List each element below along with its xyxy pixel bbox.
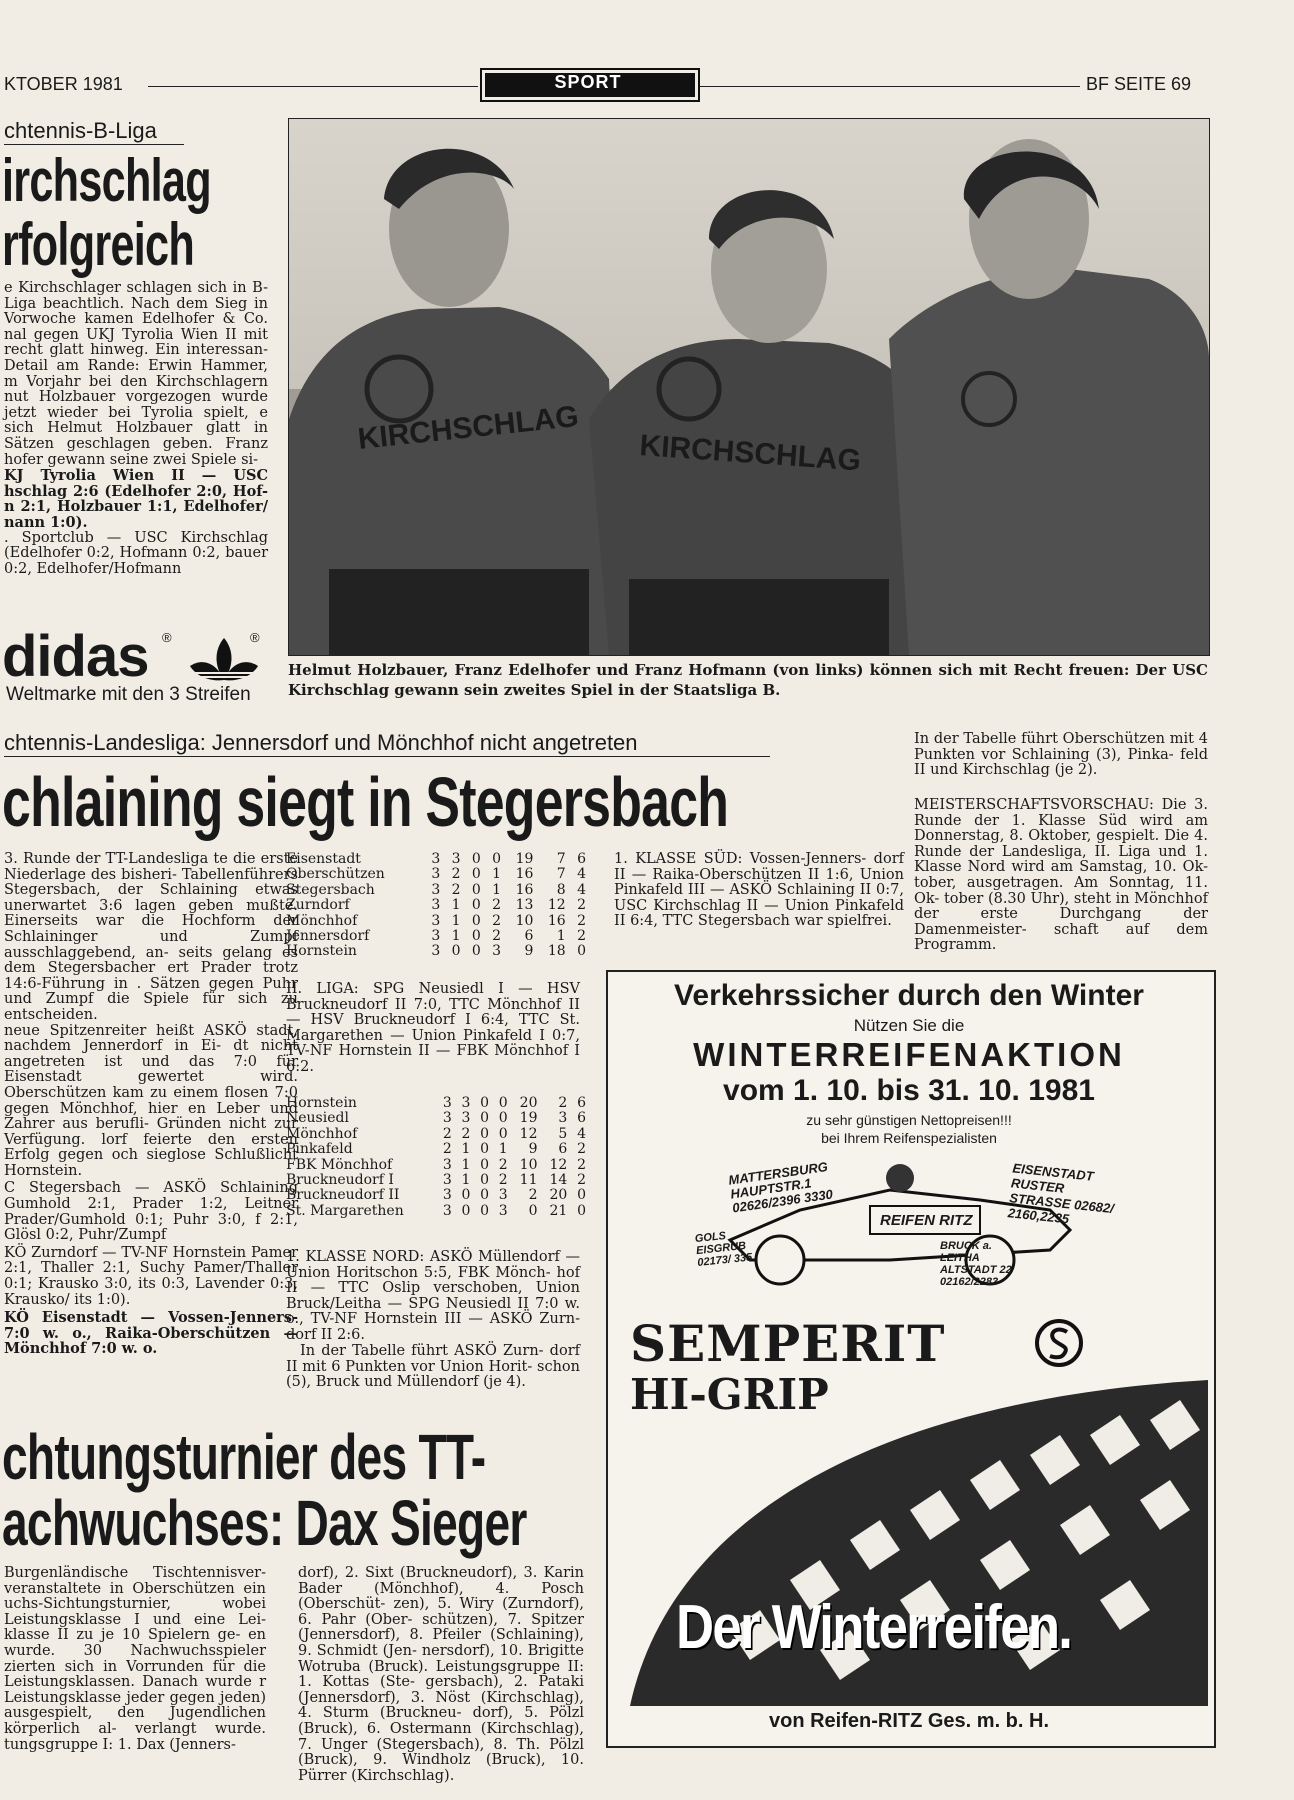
standings-row xyxy=(286,1158,586,1173)
standings-value: 3 xyxy=(498,1202,508,1219)
standings-value: 2 xyxy=(492,912,502,929)
standings-value: 1 xyxy=(461,1172,471,1189)
standings-value: 0 xyxy=(471,881,481,898)
standings-value: 1 xyxy=(556,928,566,945)
standings-value: 2 xyxy=(451,881,461,898)
standings-row xyxy=(286,1188,586,1203)
standings-value: 1 xyxy=(451,912,461,929)
standings-value: 3 xyxy=(498,1187,508,1204)
article2-result: C Stegersbach — ASKÖ Schlaining Gumhold 2:1, Prader 1:2, Leitner Prader/Gumhold 0:1; Puhr 3:0, f 2:1, Glösl 0:2, Puhr/Zumpf xyxy=(4,1180,298,1244)
standings-value: 4 xyxy=(577,866,586,883)
standings-row xyxy=(286,898,586,913)
section-label: SPORT xyxy=(554,72,622,92)
standings-value: 2 xyxy=(451,866,461,883)
standings-value: 3 xyxy=(442,1172,452,1189)
adidas-reg-2: ® xyxy=(250,630,260,645)
standings-value: 3 xyxy=(431,943,441,960)
standings-value: 10 xyxy=(519,1156,538,1173)
standings-value: 2 xyxy=(492,928,502,945)
standings-value: 0 xyxy=(461,1202,471,1219)
standings-value: 6 xyxy=(577,1110,586,1127)
team-name: Stegersbach xyxy=(286,881,375,898)
ad-footer: von Reifen-RITZ Ges. m. b. H. xyxy=(768,1710,1050,1732)
standings-value: 4 xyxy=(577,1125,586,1142)
standings-row xyxy=(286,944,586,959)
standings-value: 0 xyxy=(471,928,481,945)
article1-headline-2: rfolgreich xyxy=(2,211,195,278)
standings-value: 3 xyxy=(431,881,441,898)
standings-value: 3 xyxy=(431,912,441,929)
team-name: Neusiedl xyxy=(286,1110,349,1127)
standings-value: 0 xyxy=(471,851,481,867)
article1-body xyxy=(4,281,268,577)
standings-value: 1 xyxy=(451,897,461,914)
team-name: Eisenstadt xyxy=(286,851,361,867)
sued-text: 1. KLASSE SÜD: Vossen-Jenners- dorf II — Raika-Oberschützen II 1:6, Union Pinkafeld III — ASKÖ Schlaining II 0:7, USC Kirchschlag II — Union Pinkafeld II 6:4, TTC Stegersbach war spielfrei. xyxy=(614,851,904,930)
standings-value: 16 xyxy=(515,881,534,898)
standings-row xyxy=(286,914,586,929)
standings-value: 3 xyxy=(442,1187,452,1204)
preview-text: MEISTERSCHAFTSVORSCHAU: Die 3. Runde der 1. Klasse Süd wird am Donnerstag, 8. Oktober, gespielt. Die 4. Runde der Landesliga, II. Liga und 1. Klasse Nord wird am Samstag, 10. Ok- tober, ausgetragen. Am Sonntag, 11. Ok- tober (8.30 Uhr), steht in Mönchhof der erste Durchgang der Damenmeister- schaft auf dem Programm. xyxy=(914,797,1208,954)
team-name: St. Margarethen xyxy=(286,1202,404,1219)
shop-bruck: BRUCK a. LEITHA ALTSTADT 22 02162/2283 xyxy=(940,1240,1012,1288)
photo-caption: Helmut Holzbauer, Franz Edelhofer und Franz Hofmann (von links) können sich mit Recht freuen: Der USC Kirchschlag gewann sein zweites Spiel in der Staatsliga B. xyxy=(288,661,1208,699)
standings-value: 3 xyxy=(431,897,441,914)
standings-value: 0 xyxy=(498,1125,508,1142)
header-rule-right xyxy=(700,86,1080,87)
standings-value: 3 xyxy=(461,1095,471,1111)
standings-value: 16 xyxy=(515,866,534,883)
standings-row xyxy=(286,852,586,867)
standings-value: 6 xyxy=(577,1095,586,1111)
standings-value: 0 xyxy=(471,897,481,914)
standings-value: 16 xyxy=(547,912,566,929)
shirt-text: KIRCHSCHLAG xyxy=(356,399,581,456)
header-date: KTOBER 1981 xyxy=(4,74,123,94)
article2-col1 xyxy=(4,852,298,1357)
standings-value: 2 xyxy=(528,1187,538,1204)
team-name: Zurndorf xyxy=(286,897,350,914)
team-photo-image xyxy=(289,119,1209,655)
ad-line3: WINTERREIFENAKTION xyxy=(693,1036,1125,1073)
standings-row xyxy=(286,1127,586,1142)
standings-row xyxy=(286,883,586,898)
standings-value: 0 xyxy=(461,1187,471,1204)
standings-value: 14 xyxy=(549,1172,568,1189)
standings-value: 6 xyxy=(577,851,586,867)
standings-value: 3 xyxy=(558,1110,568,1127)
article1-result: . Sportclub — USC Kirchschlag (Edelhofer 0:2, Hofmann 0:2, bauer 0:2, Edelhofer/Hofmann xyxy=(4,529,268,577)
standings-value: 3 xyxy=(442,1156,452,1173)
standings-value: 0 xyxy=(577,1202,586,1219)
standings-value: 6 xyxy=(558,1141,568,1158)
ad-line2: Nützen Sie die xyxy=(853,1016,965,1035)
team-name: FBK Mönchhof xyxy=(286,1156,393,1173)
article2-kicker: chtennis-Landesliga: Jennersdorf und Mönchhof nicht angetreten xyxy=(4,730,638,755)
header-rule-left xyxy=(148,86,478,87)
article2-kicker-rule xyxy=(4,756,770,757)
standings-value: 2 xyxy=(442,1125,452,1142)
standings-value: 0 xyxy=(471,912,481,929)
standings-value: 3 xyxy=(442,1110,452,1127)
article3-col2: dorf), 2. Sixt (Bruckneudorf), 3. Karin Bader (Mönchhof), 4. Posch (Oberschüt- zen), 5. Wiry (Zurndorf), 6. Pahr (Ober- schützen), 7. Spitzer (Jennersdorf), 8. Pfeiler (Schlaining), 9. Schmidt (Jen- nersdorf), 10. Brigitte Wotruba (Bruck). Leistungsgruppe II: 1. Kottas (Ste- gersbach), 2. Pataki (Jennersdorf), 3. Nöst (Kirchschlag), 4. Sturm (Bruckneu- dorf), 5. Pölzl (Bruck), 6. Ostermann (Kirchschlag), 7. Unger (Stegersbach), 8. Th. Pölzl (Bruck), 9. Windholz (Bruck), 10. Pürrer (Kirchschlag). xyxy=(298,1565,584,1784)
article3-col1: Burgenländische Tischtennisver- veranstaltete in Oberschützen ein uchs-Sichtungsturnier, wobei Leistungsklasse I und eine Lei- klasse II zu je 10 Spielern ge- en wurde. 30 Nachwuchsspieler zierten sich in Vorrunden für die Leistungsklassen. Danach wurde r Leistungsklasse jeder gegen jeden) ausgespielt, den Jugendlichen körperlich al- verlangt wurde. tungsgruppe I: 1. Dax (Jenners- xyxy=(4,1565,266,1753)
standings-value: 19 xyxy=(515,851,534,867)
nord-text: 1. KLASSE NORD: ASKÖ Müllendorf — Union Horitschon 5:5, FBK Mönch- hof II — TTC Oslip verschoben, Union Bruck/Leitha — SPG Neusiedl II 7:0 w. o., TV-NF Hornstein III — ASKÖ Zurn- dorf II 2:6. xyxy=(286,1249,580,1343)
standings-value: 2 xyxy=(558,1095,568,1111)
standings-value: 0 xyxy=(480,1141,490,1158)
article2-result: KÖ Eisenstadt — Vossen-Jenners- 7:0 w. o., Raika-Oberschützen — Mönchhof 7:0 w. o. xyxy=(4,1309,298,1358)
team-name: Bruckneudorf II xyxy=(286,1187,400,1204)
team-name: Mönchhof xyxy=(286,1125,358,1142)
standings-value: 0 xyxy=(480,1125,490,1142)
standings-value: 2 xyxy=(577,912,586,929)
standings-value: 20 xyxy=(549,1187,568,1204)
semperit-product: HI-GRIP xyxy=(630,1370,829,1419)
standings-value: 0 xyxy=(480,1110,490,1127)
standings-value: 11 xyxy=(519,1172,538,1189)
standings-value: 10 xyxy=(515,912,534,929)
team-name: Oberschützen xyxy=(286,866,385,883)
standings-value: 3 xyxy=(492,943,502,960)
page-number: BF SEITE 69 xyxy=(1086,74,1192,94)
standings-value: 3 xyxy=(431,851,441,867)
team-name: Mönchhof xyxy=(286,912,358,929)
standings-value: 0 xyxy=(577,1187,586,1204)
adidas-logo: didas xyxy=(2,624,149,689)
standings-row xyxy=(286,929,586,944)
standings-row xyxy=(286,1142,586,1157)
standings-value: 2 xyxy=(442,1141,452,1158)
standings-value: 0 xyxy=(480,1172,490,1189)
standings-value: 0 xyxy=(498,1110,508,1127)
article2-paragraph: neue Spitzenreiter heißt ASKÖ stadt, nachdem Jennerdorf in Ei- dt nicht angetreten ist und das 7:0 für Eisenstadt gewertet wird. Oberschützen kam zu einem flosen 7:0 gegen Mönchhof, hier en Leber und Zahrer aus berufli- Gründen nicht zur Verfügung. lorf feierte den ersten Erfolg gegen och sieglose Schlußlicht Hornstein. xyxy=(4,1022,298,1179)
standings-value: 7 xyxy=(556,866,566,883)
semperit-brand: SEMPERIT xyxy=(630,1314,946,1373)
standings-value: 19 xyxy=(519,1110,538,1127)
car-label: REIFEN RITZ xyxy=(880,1212,973,1229)
standings-value: 0 xyxy=(480,1156,490,1173)
standings-value: 1 xyxy=(461,1141,471,1158)
standings-value: 0 xyxy=(498,1095,508,1111)
standings-value: 0 xyxy=(528,1202,538,1219)
article1-paragraph: e Kirchschlager schlagen sich in B-Liga beachtlich. Nach dem Sieg in Vorwoche kamen Edelhofer & Co. nal gegen UKJ Tyrolia Wien II mit recht glatt hinweg. Ein interessan- Detail am Rande: Erwin Hammer, m Vorjahr bei den Kirchschlagern nut Holzbauer vorgezogen wurde jetzt wieder bei Tyrolia spielt, e sich Helmut Holzbauer glatt in Sätzen geschlagen geben. Franz hofer gewann seine zwei Spiele si- xyxy=(4,280,268,468)
team-name: Hornstein xyxy=(286,943,357,960)
standings-row xyxy=(286,867,586,882)
standings-value: 2 xyxy=(577,897,586,914)
ad-line5: zu sehr günstigen Nettopreisen!!! xyxy=(806,1112,1012,1128)
standings-value: 13 xyxy=(515,897,534,914)
nord-text-2: In der Tabelle führt ASKÖ Zurn- dorf II mit 6 Punkten vor Union Horit- schon (5), Bruck und Müllendorf (je 4). xyxy=(286,1343,580,1391)
standings-value: 0 xyxy=(480,1187,490,1204)
standings-row xyxy=(286,1204,586,1219)
article2-paragraph: 3. Runde der TT-Landesliga te die erste Niederlage des bisheri- Tabellenführers Stegersbach, der Schlaining etwas unerwartet 3:6 lagen geben mußte. Einerseits war die Hochform der Schlaininger und Zumpf ausschlaggebend, an- seits gelang es dem Stegersbacher ert Prader trotz 14:6-Führung in . Sätzen gegen Puhr und Zumpf die Spiele für sich zu entscheiden. xyxy=(4,851,298,1023)
standings-value: 18 xyxy=(547,943,566,960)
standings-value: 0 xyxy=(480,1202,490,1219)
standings-value: 2 xyxy=(577,1141,586,1158)
standings-value: 0 xyxy=(480,1095,490,1111)
standings-value: 8 xyxy=(556,881,566,898)
shop-gols: GOLS EISGRUB 02173/ 335 xyxy=(694,1229,753,1270)
standings-value: 1 xyxy=(492,866,502,883)
article1-kicker-rule xyxy=(4,144,184,145)
standings-row xyxy=(286,1173,586,1188)
team-name: Hornstein xyxy=(286,1095,357,1111)
standings-row xyxy=(286,1096,586,1111)
liga2-text: II. LIGA: SPG Neusiedl I — HSV Bruckneudorf II 7:0, TTC Mönchhof II — HSV Bruckneudorf I 6:4, TTC St. Margarethen — Union Pinkafeld I 0:7, TV-NF Hornstein II — FBK Mönchhof I 6:2. xyxy=(286,981,580,1075)
standings-value: 0 xyxy=(451,943,461,960)
standings-value: 2 xyxy=(577,1156,586,1173)
right-text: In der Tabelle führt Oberschützen mit 4 Punkten vor Schlaining (3), Pinka- feld II und Kirchschlag (je 2). xyxy=(914,731,1208,779)
adidas-tagline: Weltmarke mit den 3 Streifen xyxy=(6,684,251,705)
standings-value: 0 xyxy=(577,943,586,960)
article1-headline-1: irchschlag xyxy=(2,147,211,214)
standings-value: 3 xyxy=(442,1095,452,1111)
standings-value: 1 xyxy=(492,881,502,898)
standings-value: 0 xyxy=(471,943,481,960)
standings-value: 12 xyxy=(519,1125,538,1142)
shirt-text: KIRCHSCHLAG xyxy=(638,429,862,478)
ad-line4: vom 1. 10. bis 31. 10. 1981 xyxy=(723,1074,1095,1107)
standings-value: 2 xyxy=(577,928,586,945)
standings-row xyxy=(286,1111,586,1126)
article3-headline-1: chtungsturnier des TT- xyxy=(2,1421,486,1493)
standings-value: 2 xyxy=(498,1156,508,1173)
ad-line1: Verkehrssicher durch den Winter xyxy=(674,979,1144,1012)
standings-value: 21 xyxy=(549,1202,568,1219)
standings-value: 20 xyxy=(519,1095,538,1111)
standings-value: 3 xyxy=(431,928,441,945)
standings-value: 3 xyxy=(451,851,461,867)
ad-line6: bei Ihrem Reifenspezialisten xyxy=(821,1130,997,1146)
landesliga-table xyxy=(286,852,586,960)
article2-result: KÖ Zurndorf — TV-NF Hornstein Pamer 2:1, Thaller 2:1, Suchy Pamer/Thaller 0:1; Krausko 3:0, its 0:3, Lavender 0:3, Krausko/ its 1:0). xyxy=(4,1244,298,1308)
standings-value: 4 xyxy=(577,881,586,898)
standings-value: 6 xyxy=(524,928,534,945)
article2-headline: chlaining siegt in Stegersbach xyxy=(2,763,729,841)
standings-value: 3 xyxy=(442,1202,452,1219)
team-photo xyxy=(288,118,1210,656)
standings-value: 3 xyxy=(431,866,441,883)
standings-value: 2 xyxy=(498,1172,508,1189)
standings-value: 1 xyxy=(451,928,461,945)
standings-value: 2 xyxy=(577,1172,586,1189)
adidas-reg: ® xyxy=(162,630,172,645)
team-name: Bruckneudorf I xyxy=(286,1172,394,1189)
team-name: Jennersdorf xyxy=(286,928,370,945)
article1-kicker: chtennis-B-Liga xyxy=(4,118,157,143)
standings-value: 2 xyxy=(492,897,502,914)
standings-value: 9 xyxy=(528,1141,538,1158)
standings-value: 2 xyxy=(461,1125,471,1142)
liga2-table xyxy=(286,1096,586,1219)
standings-value: 12 xyxy=(549,1156,568,1173)
shop-mattersburg: MATTERSBURG HAUPTSTR.1 02626/2396 3330 xyxy=(727,1158,834,1216)
standings-value: 12 xyxy=(547,897,566,914)
standings-value: 9 xyxy=(524,943,534,960)
article3-headline-2: achwuchses: Dax Sieger xyxy=(2,1487,527,1559)
standings-value: 5 xyxy=(558,1125,568,1142)
standings-value: 3 xyxy=(461,1110,471,1127)
standings-value: 1 xyxy=(461,1156,471,1173)
team-name: Pinkafeld xyxy=(286,1141,353,1158)
standings-value: 1 xyxy=(498,1141,508,1158)
shop-eisenstadt: EISENSTADT RUSTER STRASSE 02682/ 2160,2235 xyxy=(1007,1160,1115,1227)
standings-value: 0 xyxy=(471,866,481,883)
article1-result: KJ Tyrolia Wien II — USC hschlag 2:6 (Edelhofer 2:0, Hof- n 2:1, Holzbauer 1:1, Edelhofer/ nann 1:0). xyxy=(4,467,268,531)
standings-value: 7 xyxy=(556,851,566,867)
standings-value: 0 xyxy=(492,851,502,867)
ad-slogan: Der Winterreifen. xyxy=(676,1593,1072,1662)
